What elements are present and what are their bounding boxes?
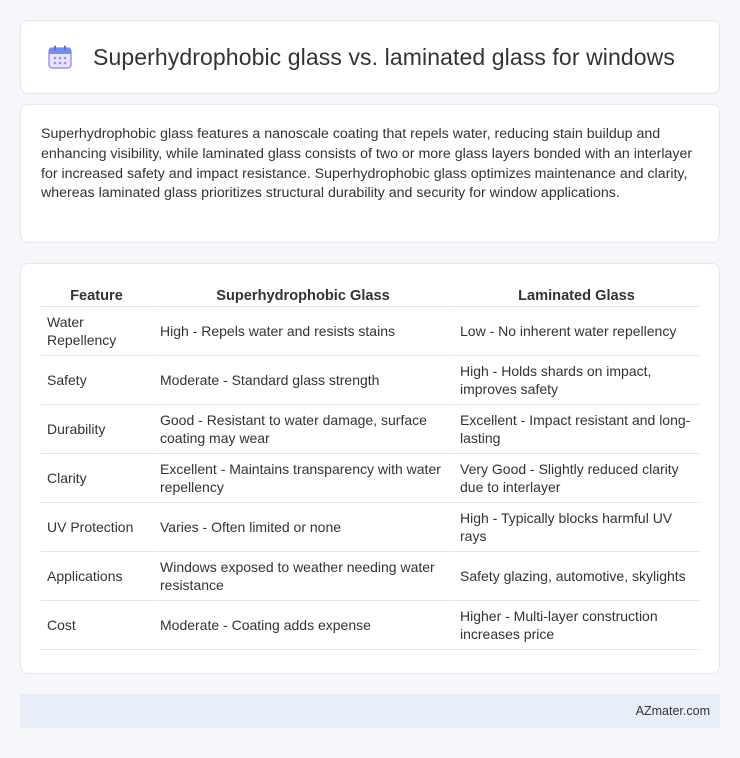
superhydrophobic-cell: High - Repels water and resists stains — [152, 307, 452, 356]
feature-cell: Water Repellency — [41, 307, 152, 356]
calendar-icon — [47, 44, 73, 70]
table-row — [41, 503, 699, 552]
table-row — [41, 307, 699, 356]
superhydrophobic-cell: Moderate - Standard glass strength — [152, 356, 452, 405]
feature-cell: Safety — [41, 356, 152, 405]
superhydrophobic-cell: Moderate - Coating adds expense — [152, 601, 452, 650]
footer-bar — [20, 694, 720, 728]
superhydrophobic-cell: Excellent - Maintains transparency with water repellency — [152, 454, 452, 503]
table-header-row — [41, 284, 699, 307]
column-header-superhydrophobic: Superhydrophobic Glass — [152, 284, 452, 307]
laminated-cell: Very Good - Slightly reduced clarity due to interlayer — [452, 454, 699, 503]
feature-cell: UV Protection — [41, 503, 152, 552]
footer-site-label: AZmater.com — [635, 704, 710, 718]
laminated-cell: Safety glazing, automotive, skylights — [452, 552, 699, 601]
table-row — [41, 601, 699, 650]
superhydrophobic-cell: Good - Resistant to water damage, surface coating may wear — [152, 405, 452, 454]
laminated-cell: Low - No inherent water repellency — [452, 307, 699, 356]
table-row — [41, 405, 699, 454]
comparison-table-card — [20, 263, 720, 674]
table-row — [41, 356, 699, 405]
laminated-cell: Higher - Multi-layer construction increases price — [452, 601, 699, 650]
laminated-cell: High - Holds shards on impact, improves safety — [452, 356, 699, 405]
laminated-cell: High - Typically blocks harmful UV rays — [452, 503, 699, 552]
superhydrophobic-cell: Varies - Often limited or none — [152, 503, 452, 552]
column-header-feature: Feature — [41, 284, 152, 307]
table-row — [41, 552, 699, 601]
feature-cell: Applications — [41, 552, 152, 601]
superhydrophobic-cell: Windows exposed to weather needing water resistance — [152, 552, 452, 601]
table-row — [41, 454, 699, 503]
page-title: Superhydrophobic glass vs. laminated glass for windows — [93, 43, 675, 70]
column-header-laminated: Laminated Glass — [452, 284, 699, 307]
feature-cell: Durability — [41, 405, 152, 454]
title-card — [20, 20, 720, 94]
laminated-cell: Excellent - Impact resistant and long-lasting — [452, 405, 699, 454]
feature-cell: Clarity — [41, 454, 152, 503]
summary-text: Superhydrophobic glass features a nanoscale coating that repels water, reducing stain buildup and enhancing visibility, while laminated glass consists of two or more glass layers bonded with an interlayer for increased safety and impact resistance. Superhydrophobic glass optimizes maintenance and clarity, whereas laminated glass prioritizes structural durability and security for window applications. — [41, 126, 693, 202]
summary-card — [20, 104, 720, 243]
feature-cell: Cost — [41, 601, 152, 650]
comparison-table — [41, 284, 699, 650]
